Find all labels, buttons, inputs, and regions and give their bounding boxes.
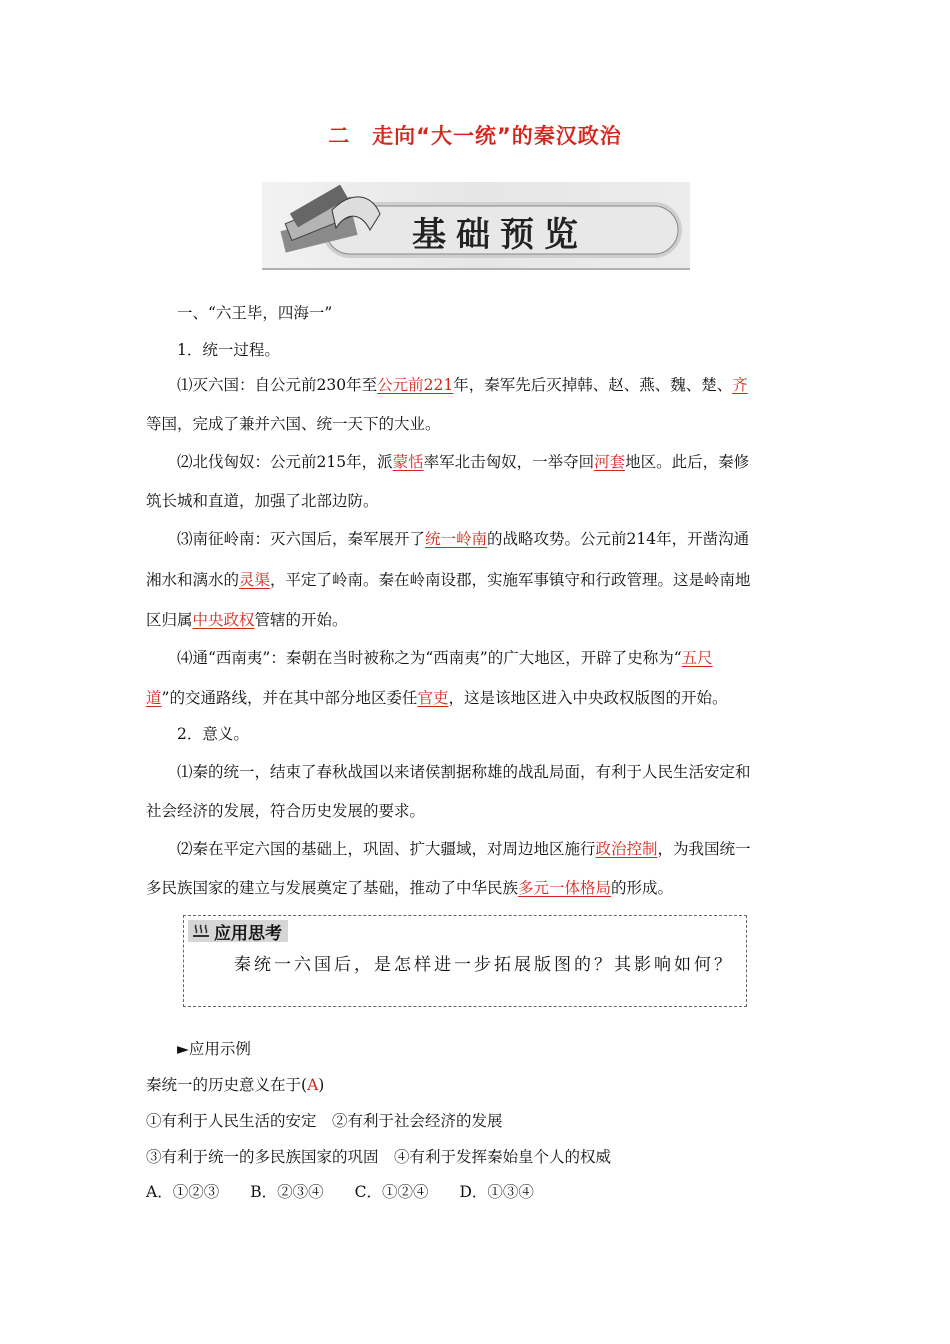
paragraph-2: ⑵北伐匈奴：公元前215年，派蒙恬率军北击匈奴，一举夺回河套地区。此后，秦修	[177, 453, 750, 471]
banner-text: 基础预览	[412, 215, 588, 255]
think-question: 秦统一六国后，是怎样进一步拓展版图的？其影响如何？	[234, 955, 734, 975]
paragraph-3-cont: 湘水和漓水的灵渠，平定了岭南。秦在岭南设郡，实施军事镇守和行政管理。这是岭南地	[146, 571, 751, 589]
section-heading: 一、“六王毕，四海一”	[177, 304, 333, 322]
paragraph-2-cont: 筑长城和直道，加强了北部边防。	[146, 492, 379, 510]
paragraph-1: ⑴灭六国：自公元前230年至公元前221年，秦军先后灭掉韩、赵、燕、魏、楚、齐	[177, 376, 748, 394]
section-banner	[262, 180, 690, 272]
item-process: 1．统一过程。	[177, 341, 280, 359]
paragraph-5: ⑴秦的统一，结束了春秋战国以来诸侯割据称雄的战乱局面，有利于人民生活安定和	[177, 763, 751, 781]
example-options-1: ①有利于人民生活的安定 ②有利于社会经济的发展	[146, 1112, 503, 1130]
paragraph-6-cont: 多民族国家的建立与发展奠定了基础，推动了中华民族多元一体格局的形成。	[146, 879, 674, 897]
example-choices: A．①②③ B．②③④ C．①②④ D．①③④	[146, 1183, 534, 1201]
example-question: 秦统一的历史意义在于(A)	[146, 1076, 325, 1094]
paragraph-5-cont: 社会经济的发展，符合历史发展的要求。	[146, 802, 426, 820]
paragraph-3-cont2: 区归属中央政权管辖的开始。	[146, 611, 348, 629]
item-significance: 2．意义。	[177, 725, 249, 743]
think-label: 应用思考	[188, 920, 288, 942]
paragraph-1-cont: 等国，完成了兼并六国、统一天下的大业。	[146, 415, 441, 433]
steam-icon	[192, 923, 210, 939]
example-heading: ►应用示例	[177, 1040, 251, 1058]
paragraph-6: ⑵秦在平定六国的基础上，巩固、扩大疆域，对周边地区施行政治控制，为我国统一	[177, 840, 751, 858]
page-title: 二 走向“大一统”的秦汉政治	[328, 124, 622, 148]
paragraph-3: ⑶南征岭南：灭六国后，秦军展开了统一岭南的战略攻势。公元前214年，开凿沟通	[177, 530, 750, 548]
paragraph-4: ⑷通“西南夷”：秦朝在当时被称之为“西南夷”的广大地区，开辟了史称为“五尺	[177, 649, 713, 667]
think-box	[183, 915, 747, 1007]
example-options-2: ③有利于统一的多民族国家的巩固 ④有利于发挥秦始皇个人的权威	[146, 1148, 612, 1166]
paragraph-4-cont: 道”的交通路线，并在其中部分地区委任官吏，这是该地区进入中央政权版图的开始。	[146, 689, 728, 707]
